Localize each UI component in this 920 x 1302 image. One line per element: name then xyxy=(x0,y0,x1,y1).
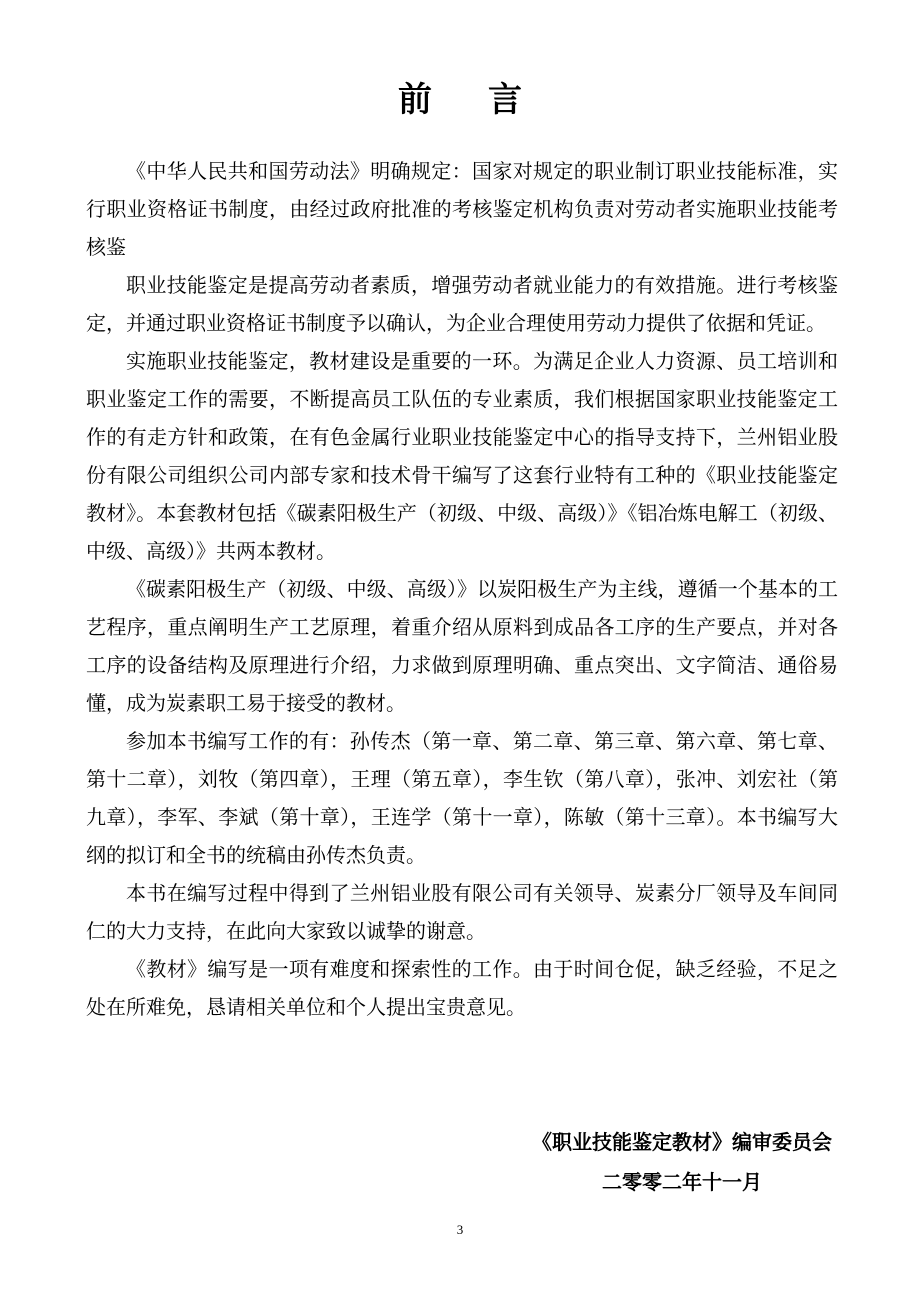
signature-block xyxy=(532,1122,832,1202)
paragraph-labor-law: 《中华人民共和国劳动法》明确规定：国家对规定的职业制订职业技能标准，实行职业资格证书制度，由经过政府批准的考核鉴定机构负责对劳动者实施职业技能考核鉴 xyxy=(86,159,838,259)
paragraph-skill-appraisal: 职业技能鉴定是提高劳动者素质，增强劳动者就业能力的有效措施。进行考核鉴定，并通过职业资格证书制度予以确认，为企业合理使用劳动力提供了依据和凭证。 xyxy=(86,273,838,335)
page-title: 前言 xyxy=(398,80,578,120)
paragraph-authors: 参加本书编写工作的有：孙传杰（第一章、第二章、第三章、第六章、第七章、第十二章），刘牧（第四章），王理（第五章），李生钦（第八章），张冲、刘宏社（第九章），李军、李斌（第十章），王连学（第十一章），陈敏（第十三章）。本书编写大纲的拟订和全书的统稿由孙传杰负责。 xyxy=(86,729,838,867)
preface-body xyxy=(86,152,838,1026)
paragraph-closing: 《教材》编写是一项有难度和探索性的工作。由于时间仓促，缺乏经验，不足之处在所难免，恳请相关单位和个人提出宝贵意见。 xyxy=(86,957,838,1019)
page-number: 3 xyxy=(456,1222,464,1237)
paragraph-textbook-construction: 实施职业技能鉴定，教材建设是重要的一环。为满足企业人力资源、员工培训和职业鉴定工作的需要，不断提高员工队伍的专业素质，我们根据国家职业技能鉴定工作的有走方针和政策，在有色金属行业职业技能鉴定中心的指导支持下，兰州铝业股份有限公司组织公司内部专家和技术骨干编写了这套行业特有工种的《职业技能鉴定教材》。本套教材包括《碳素阳极生产（初级、中级、高级）》《铝冶炼电解工（初级、中级、高级）》共两本教材。 xyxy=(86,349,838,563)
signature-date: 二零零二年十一月 xyxy=(602,1170,762,1194)
committee-name: 《职业技能鉴定教材》编审委员会 xyxy=(532,1130,832,1154)
paragraph-carbon-anode-book: 《碳素阳极生产（初级、中级、高级）》以炭阳极生产为主线，遵循一个基本的工艺程序，重点阐明生产工艺原理，着重介绍从原料到成品各工序的生产要点，并对各工序的设备结构及原理进行介绍，力求做到原理明确、重点突出、文字简洁、通俗易懂，成为炭素职工易于接受的教材。 xyxy=(86,577,838,715)
paragraph-acknowledgements: 本书在编写过程中得到了兰州铝业股有限公司有关领导、炭素分厂领导及车间同仁的大力支持，在此向大家致以诚挚的谢意。 xyxy=(86,881,838,943)
